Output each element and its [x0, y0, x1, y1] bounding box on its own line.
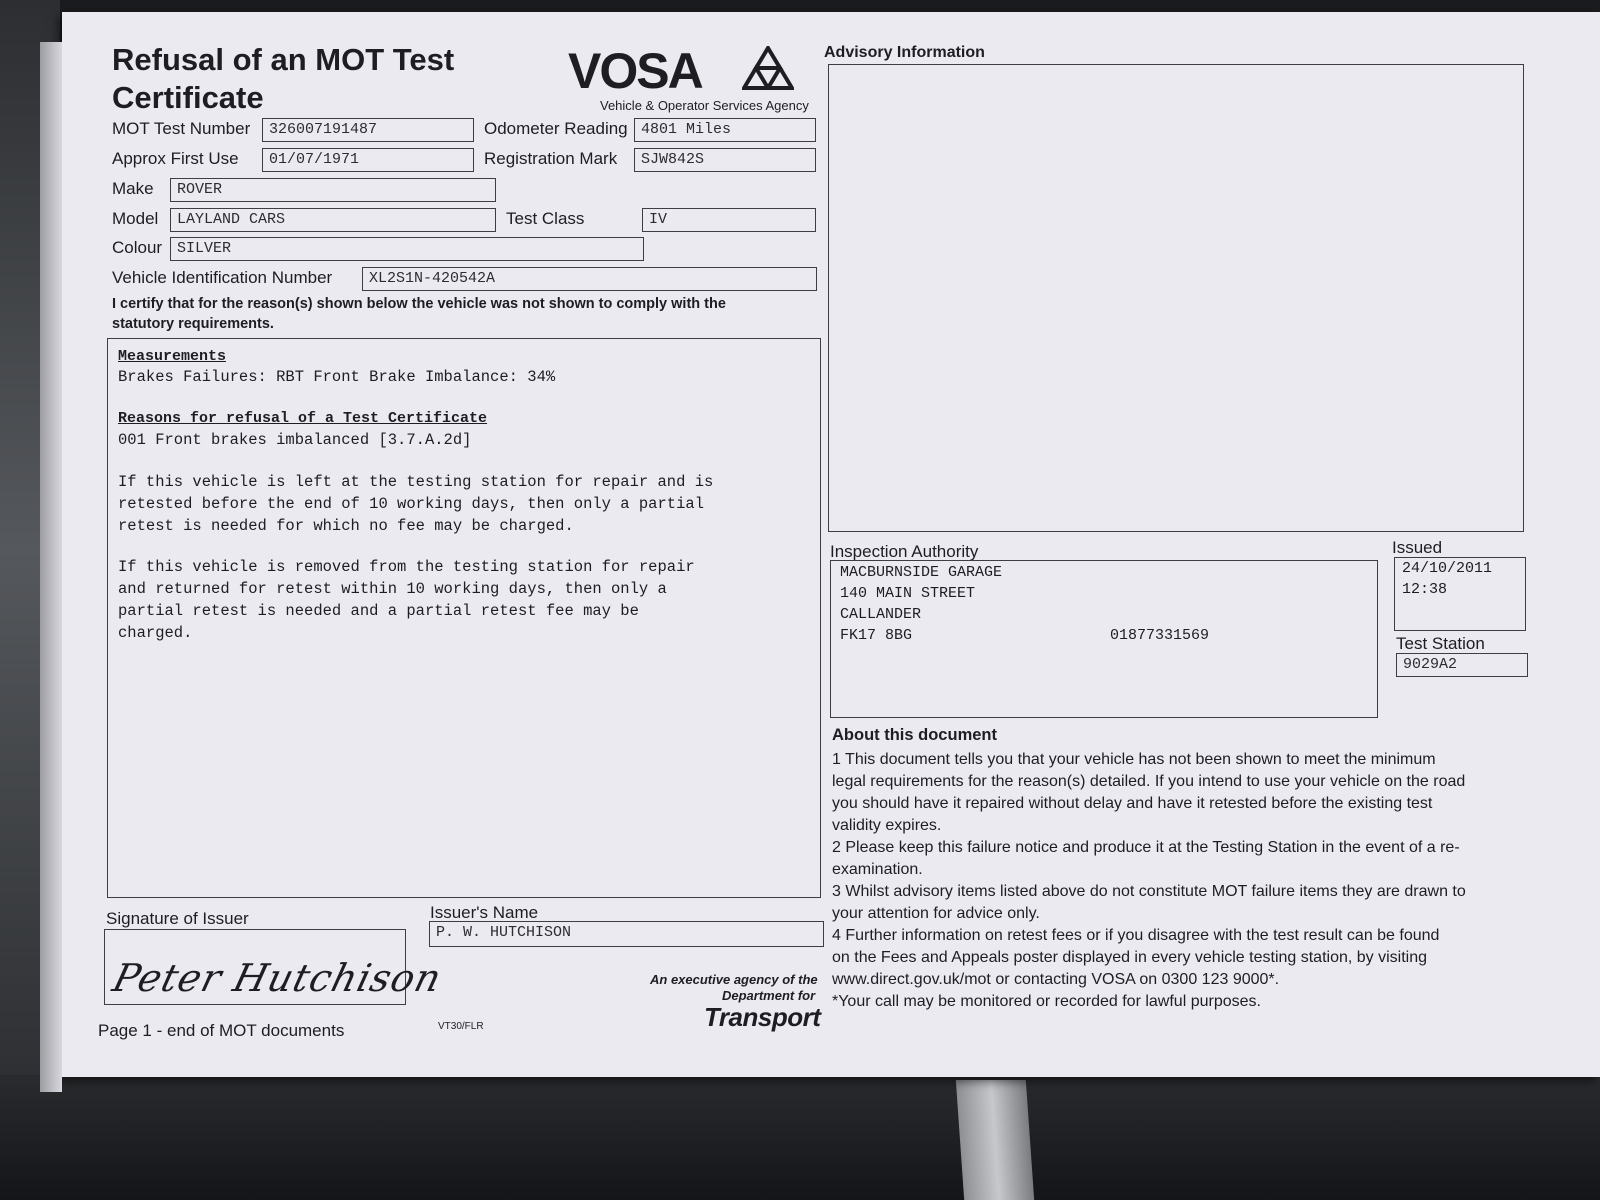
- refusal-line: 001 Front brakes imbalanced [3.7.A.2d]: [118, 431, 472, 449]
- mot-refusal-certificate: [62, 12, 1600, 1077]
- inspection-line: CALLANDER: [840, 606, 922, 623]
- issued-time: 12:38: [1402, 581, 1448, 598]
- inspection-label: Inspection Authority: [830, 542, 979, 561]
- about-line: 2 Please keep this failure notice and produce it at the Testing Station in the event of a re-: [832, 839, 1460, 856]
- form-code: VT30/FLR: [438, 1021, 484, 1032]
- measurements-line: Brakes Failures: RBT Front Brake Imbalance: 34%: [118, 368, 556, 386]
- about-line: your attention for advice only.: [832, 905, 1040, 922]
- first-use-label: Approx First Use: [112, 149, 239, 168]
- colour-label: Colour: [112, 238, 163, 257]
- inspection-line: FK17 8BG: [840, 627, 913, 644]
- test-station-field: 9029A2: [1396, 653, 1528, 677]
- model-field: LAYLAND CARS: [170, 208, 496, 232]
- vosa-agency-name: Vehicle & Operator Services Agency: [600, 98, 809, 113]
- issuer-name-label: Issuer's Name: [430, 903, 539, 922]
- odometer-field: 4801 Miles: [634, 118, 816, 142]
- para2-line: partial retest is needed and a partial retest fee may be: [118, 602, 639, 620]
- page-note: Page 1 - end of MOT documents: [98, 1021, 345, 1040]
- test-station-label: Test Station: [1396, 634, 1485, 653]
- test-class-label: Test Class: [506, 209, 585, 228]
- para2-line: If this vehicle is removed from the testing station for repair: [118, 558, 695, 576]
- registration-label: Registration Mark: [484, 149, 618, 168]
- background-desk: [0, 1075, 1600, 1200]
- inspection-line: 140 MAIN STREET: [840, 585, 976, 602]
- colour-field: SILVER: [170, 237, 644, 261]
- mot-test-number-label: MOT Test Number: [112, 119, 251, 138]
- inspection-line: MACBURNSIDE GARAGE: [840, 564, 1003, 581]
- about-line: www.direct.gov.uk/mot or contacting VOSA on 0300 123 9000*.: [832, 971, 1280, 988]
- issuer-name-field: P. W. HUTCHISON: [429, 921, 824, 947]
- mot-test-number-field: 326007191487: [262, 118, 474, 142]
- about-line: legal requirements for the reason(s) detailed. If you intend to use your vehicle on the road: [832, 773, 1466, 790]
- document-title-line1: Refusal of an MOT Test: [112, 42, 455, 77]
- refusal-heading: Reasons for refusal of a Test Certificate: [118, 410, 488, 427]
- advisory-box: [828, 64, 1524, 532]
- model-label: Model: [112, 209, 159, 228]
- issuer-signature: Peter Hutchison: [108, 956, 447, 1000]
- about-line: 4 Further information on retest fees or if you disagree with the test result can be found: [832, 927, 1440, 944]
- registration-field: SJW842S: [634, 148, 816, 172]
- document-title-line2: Certificate: [112, 80, 264, 115]
- odometer-label: Odometer Reading: [484, 119, 628, 138]
- para2-line: charged.: [118, 624, 193, 642]
- make-field: ROVER: [170, 178, 496, 202]
- measurements-heading: Measurements: [118, 348, 227, 365]
- about-line: 1 This document tells you that your vehicle has not been shown to meet the minimum: [832, 751, 1436, 768]
- about-heading: About this document: [832, 726, 997, 744]
- inspection-box: [830, 560, 1378, 718]
- test-class-field: IV: [642, 208, 816, 232]
- vin-field: XL2S1N-420542A: [362, 267, 817, 291]
- advisory-label: Advisory Information: [824, 44, 985, 61]
- about-line: examination.: [832, 861, 923, 878]
- inspection-phone: 01877331569: [1110, 627, 1210, 644]
- vin-label: Vehicle Identification Number: [112, 268, 333, 287]
- para1-line: retest is needed for which no fee may be charged.: [118, 517, 574, 535]
- agency-line1: An executive agency of the: [650, 972, 818, 987]
- vosa-logo: VOSA: [568, 43, 702, 99]
- issued-label: Issued: [1392, 538, 1443, 557]
- about-line: 3 Whilst advisory items listed above do not constitute MOT failure items they are drawn to: [832, 883, 1466, 900]
- issued-date: 24/10/2011: [1402, 560, 1493, 577]
- about-line: validity expires.: [832, 817, 942, 834]
- signature-label: Signature of Issuer: [106, 909, 249, 928]
- triangles-logo-icon: [742, 46, 794, 92]
- para1-line: If this vehicle is left at the testing station for repair and is: [118, 473, 714, 491]
- about-line: you should have it repaired without delay and have it retested before the existing test: [832, 795, 1433, 812]
- certify-line1: I certify that for the reason(s) shown below the vehicle was not shown to comply with the: [112, 296, 726, 312]
- agency-line2: Department for: [722, 988, 816, 1003]
- make-label: Make: [112, 179, 154, 198]
- certify-line2: statutory requirements.: [112, 316, 274, 332]
- para2-line: and returned for retest within 10 working days, then only a: [118, 580, 667, 598]
- transport-logo: Transport: [704, 1002, 821, 1032]
- about-line: on the Fees and Appeals poster displayed in every vehicle testing station, by visiting: [832, 949, 1428, 966]
- para1-line: retested before the end of 10 working days, then only a partial: [118, 495, 704, 513]
- about-line: *Your call may be monitored or recorded for lawful purposes.: [832, 993, 1261, 1010]
- first-use-field: 01/07/1971: [262, 148, 474, 172]
- background-strip: [956, 1080, 1034, 1200]
